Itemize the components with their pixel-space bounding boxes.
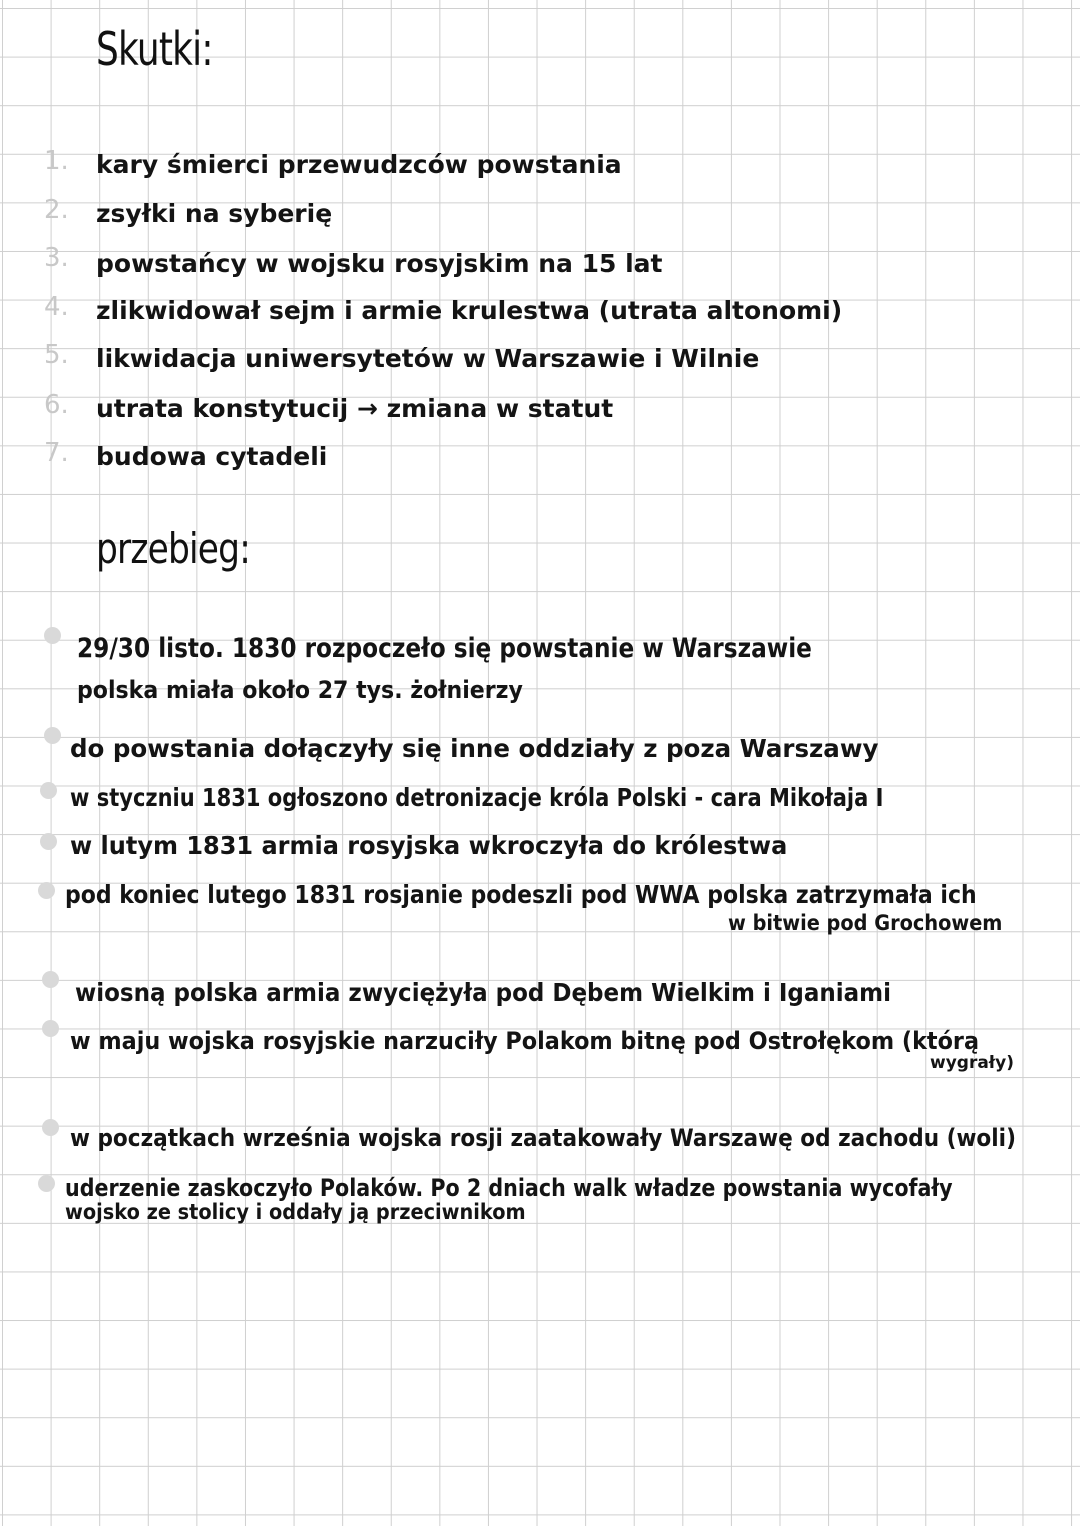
bullet-icon	[38, 882, 55, 899]
list-item: likwidacja uniwersytetów w Warszawie i Wilnie	[96, 344, 760, 373]
list-number: 4.	[44, 292, 69, 322]
course-item-continuation: w bitwie pod Grochowem	[728, 911, 1003, 935]
list-number: 5.	[44, 340, 69, 370]
list-number: 7.	[44, 438, 69, 468]
bullet-icon	[42, 1020, 59, 1037]
list-item: budowa cytadeli	[96, 442, 328, 471]
list-number: 6.	[44, 390, 69, 420]
bullet-icon	[42, 971, 59, 988]
bullet-icon	[40, 833, 57, 850]
bullet-icon	[42, 1119, 59, 1136]
list-item: zsyłki na syberię	[96, 199, 333, 228]
course-item: 29/30 listo. 1830 rozpoczeło się powstanie w Warszawie	[77, 633, 812, 664]
course-item: w maju wojska rosyjskie narzuciły Polakom bitnę pod Ostrołękom (którą	[70, 1027, 980, 1055]
list-number: 3.	[44, 243, 69, 273]
bullet-icon	[40, 782, 57, 799]
list-item: powstańcy w wojsku rosyjskim na 15 lat	[96, 249, 663, 278]
course-item: w początkach września wojska rosji zaatakowały Warszawę od zachodu (woli)	[70, 1124, 1016, 1152]
bullet-icon	[44, 727, 61, 744]
course-item: w lutym 1831 armia rosyjska wkroczyła do królestwa	[70, 831, 788, 860]
course-item: uderzenie zaskoczyło Polaków. Po 2 dniach walk władze powstania wycofały	[65, 1174, 953, 1202]
list-item: kary śmierci przewudzców powstania	[96, 150, 622, 179]
course-item: pod koniec lutego 1831 rosjanie podeszli pod WWA polska zatrzymała ich	[65, 880, 977, 909]
course-item: polska miała około 27 tys. żołnierzy	[77, 676, 523, 704]
course-item-continuation: wygrały)	[930, 1053, 1014, 1073]
course-item: w styczniu 1831 ogłoszono detronizacje króla Polski - cara Mikołaja I	[70, 783, 884, 812]
course-item-continuation: wojsko ze stolicy i oddały ją przeciwnikom	[65, 1200, 526, 1224]
course-item: do powstania dołączyły się inne oddziały z poza Warszawy	[70, 734, 879, 763]
list-number: 2.	[44, 195, 69, 225]
bullet-icon	[44, 627, 61, 644]
list-number: 1.	[44, 146, 69, 176]
heading-przebieg: przebieg:	[96, 524, 250, 573]
bullet-icon	[38, 1175, 55, 1192]
list-item: zlikwidował sejm i armie krulestwa (utrata altonomi)	[96, 296, 843, 325]
heading-skutki: Skutki:	[96, 22, 213, 76]
list-item: utrata konstytucij → zmiana w statut	[96, 394, 614, 423]
course-item: wiosną polska armia zwyciężyła pod Dębem Wielkim i Iganiami	[75, 978, 892, 1007]
